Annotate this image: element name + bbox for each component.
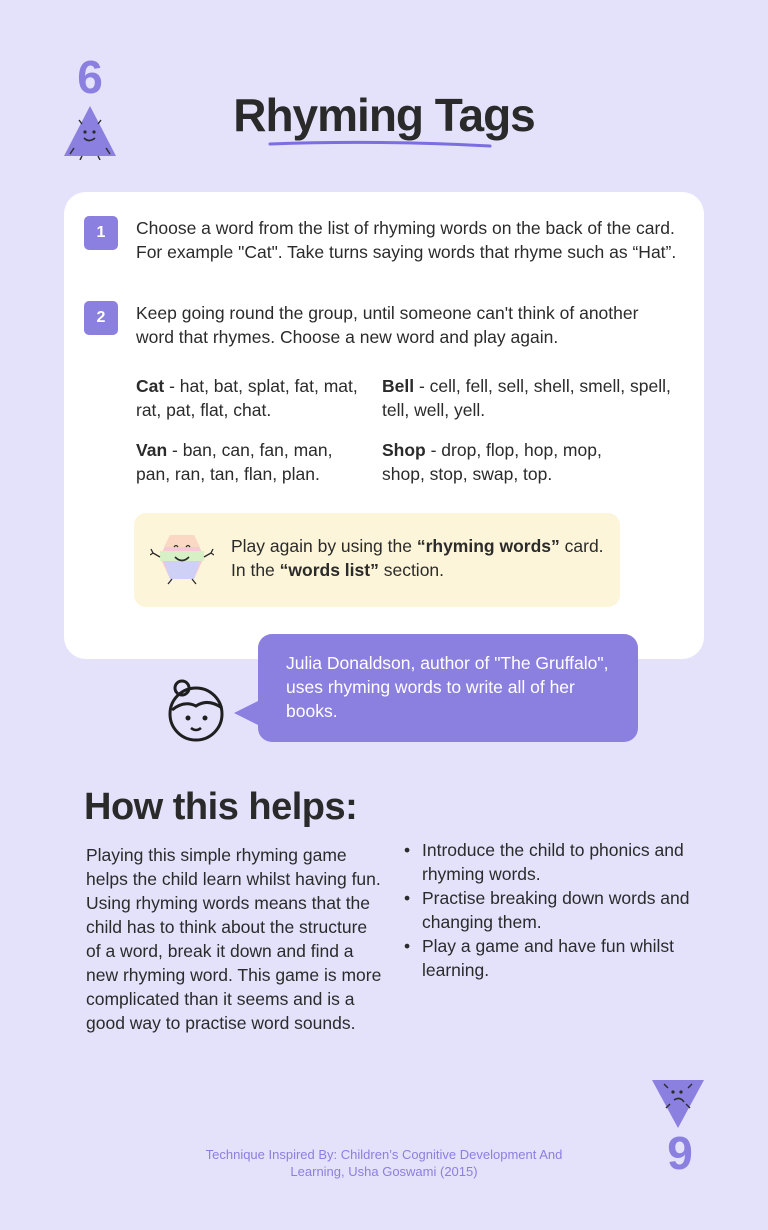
fun-fact-bubble: [258, 634, 638, 742]
step-number-2: 2: [84, 301, 118, 335]
list-item: • Introduce the child to phonics and rhyming words.: [404, 838, 694, 886]
page-title: Rhyming Tags: [233, 89, 535, 141]
rhyme-words-list: - ban, can, fan, man, pan, ran, tan, flan, plan.: [136, 440, 333, 484]
step-number-1: 1: [84, 216, 118, 250]
rhyme-cat: [136, 374, 376, 422]
list-item: • Practise breaking down words and changing them.: [404, 886, 694, 934]
rhyme-words-list: - hat, bat, splat, fat, mat, rat, pat, flat, chat.: [136, 376, 358, 420]
step-text-1: Choose a word from the list of rhyming words on the back of the card. For example "Cat". Take turns saying words that rhyme such as “Hat”.: [136, 218, 677, 262]
tip-text-bold: “rhyming words”: [416, 536, 560, 556]
rhyme-words-list: - drop, flop, hop, mop, shop, stop, swap, top.: [382, 440, 602, 484]
tip-text-part: section.: [378, 560, 445, 580]
tip-text-bold: “words list”: [279, 560, 379, 580]
tip-box: [134, 513, 620, 607]
age-number-top: 6: [77, 51, 103, 103]
age-number-bottom: 9: [667, 1127, 693, 1179]
rhyme-shop: [382, 438, 642, 486]
rhyme-bell: [382, 374, 672, 422]
helps-heading: How this helps:: [84, 786, 358, 828]
step-1: [84, 216, 681, 264]
rhyme-word: Shop: [382, 440, 426, 460]
helps-paragraph: Playing this simple rhyming game helps the child learn whilst having fun. Using rhyming words means that the child has to think about the structure of a word, break it down and find a new rhyming word. This game is more complicated than it seems and is a good way to practise word sounds.: [86, 845, 382, 1033]
girl-face-icon: [164, 678, 228, 749]
fun-fact-text: Julia Donaldson, author of "The Gruffalo", uses rhyming words to write all of her books.: [286, 653, 609, 721]
title-underline: [268, 138, 492, 157]
helps-bullet-list: [404, 838, 694, 982]
tip-text-part: card. In the: [231, 536, 604, 580]
tip-text-part: Play again by using the: [231, 536, 417, 556]
step-text-2: Keep going round the group, until someone can't think of another word that rhymes. Choose a new word and play again.: [136, 303, 639, 347]
hexagon-character-icon: [150, 529, 214, 590]
rhyme-words-list: - cell, fell, sell, shell, smell, spell, tell, well, yell.: [382, 376, 671, 420]
step-2: [84, 301, 681, 349]
tip-text: [231, 534, 611, 582]
footer-credit: Technique Inspired By: Children’s Cognitive Development And Learning, Usha Goswami (2015): [205, 1147, 563, 1179]
rhyme-word: Van: [136, 440, 168, 460]
rhyme-word: Bell: [382, 376, 415, 396]
rhyme-van: [136, 438, 361, 486]
instructions-card: [64, 192, 704, 659]
list-item: • Play a game and have fun whilst learning.: [404, 934, 694, 982]
rhyme-word: Cat: [136, 376, 165, 396]
